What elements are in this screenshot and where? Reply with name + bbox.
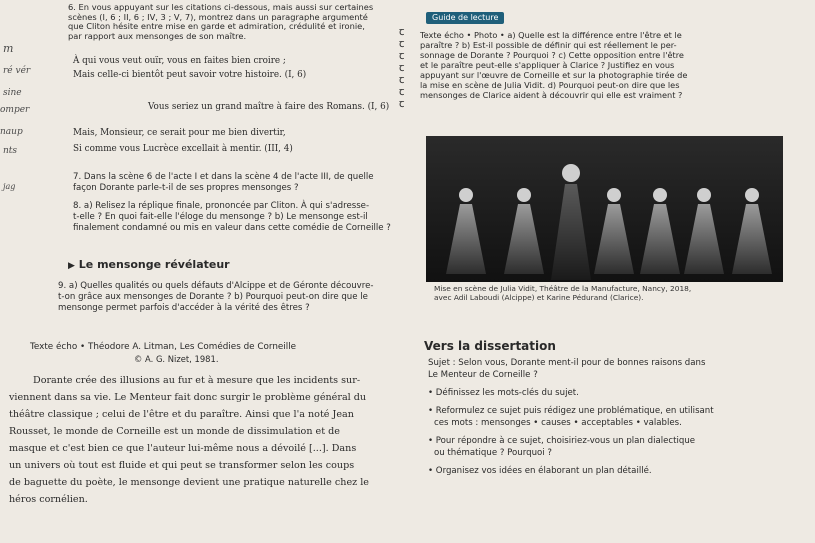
dissertation-subject: Sujet : Selon vous, Dorante ment-il pour de bonnes raisons dans: [428, 358, 706, 368]
dissertation-subject: Le Menteur de Corneille ?: [428, 370, 538, 380]
question-text: 9. a) Quelles qualités ou quels défauts d'Alcippe et de Géronte découvre-: [58, 281, 374, 291]
question-text: 6. En vous appuyant sur les citations ci-dessous, mais aussi sur certaines: [68, 2, 374, 12]
question-9: [58, 281, 374, 314]
margin-note: sine: [3, 88, 22, 98]
caption-line: Mise en scène de Julia Vidit, Théâtre de la Manufacture, Nancy, 2018,: [434, 284, 692, 293]
echo-line: un univers où tout est fluide et qui peut se transformer selon les coups: [9, 460, 355, 471]
guide-text: la mise en scène de Julia Vidit. d) Pourquoi peut-on dire que les: [420, 80, 680, 90]
stage-photo: [426, 136, 783, 282]
photo-caption: [434, 284, 691, 302]
costume-figure: [446, 188, 486, 274]
question-text: par rapport aux mensonges de son maître.: [68, 30, 247, 41]
ring-binding-icon: ꞇ: [399, 37, 405, 50]
costume-figure: [732, 188, 772, 274]
question-text: scènes (I, 6 ; II, 6 ; IV, 3 ; V, 7), montrez dans un paragraphe argumenté: [68, 11, 368, 22]
dissertation-bullet: • Pour répondre à ce sujet, choisiriez-vous un plan dialectique: [428, 436, 696, 446]
quote-line: Mais, Monsieur, ce serait pour me bien divertir,: [73, 128, 286, 138]
question-6: [68, 3, 373, 41]
question-text: 8. a) Relisez la réplique finale, prononcée par Cliton. À qui s'adresse-: [73, 201, 370, 211]
section-heading: [68, 258, 230, 271]
margin-note: ré vér: [3, 66, 31, 76]
ring-binding-icon: ꞇ: [399, 61, 405, 74]
question-text: que Cliton hésite entre mise en garde et admiration, crédulité et ironie,: [68, 21, 365, 31]
quote-line: Si comme vous Lucrèce excellait à mentir. (III, 4): [73, 144, 293, 154]
echo-line: de baguette du poète, le mensonge devient une pratique naturelle chez le: [9, 477, 369, 488]
echo-line: viennent dans sa vie. Le Menteur fait donc surgir le problème général du: [9, 392, 367, 403]
ring-binding-icon: ꞇ: [399, 85, 405, 98]
ring-binding-icon: ꞇ: [399, 73, 405, 86]
question-7: [73, 172, 374, 194]
question-text: 7. Dans la scène 6 de l'acte I et dans la scène 4 de l'acte III, de quelle: [73, 172, 374, 182]
costume-figure: [551, 164, 591, 274]
ring-binding-icon: ꞇ: [399, 25, 405, 38]
echo-line: héros cornélien.: [9, 494, 88, 505]
question-8: [73, 201, 391, 234]
guide-badge: Guide de lecture: [426, 12, 504, 24]
echo-line: théâtre classique ; celui de l'être et du paraître. Ainsi que l'a noté Jean: [9, 409, 354, 420]
echo-line: Rousset, le monde de Corneille est un monde de dissimulation et de: [9, 426, 340, 437]
dissertation-bullet: • Définissez les mots-clés du sujet.: [428, 388, 579, 398]
question-text: façon Dorante parle-t-il de ses propres mensonges ?: [73, 183, 299, 193]
quote-line: À qui vous veut ouïr, vous en faites bien croire ;: [73, 56, 286, 66]
dissertation-bullet: ces mots : mensonges • causes • acceptables • valables.: [434, 418, 682, 428]
question-text: mensonge permet parfois d'accéder à la vérité des êtres ?: [58, 303, 310, 313]
section-heading-label: Le mensonge révélateur: [78, 258, 230, 271]
echo-line: Dorante crée des illusions au fur et à mesure que les incidents sur-: [33, 375, 361, 386]
costume-figure: [594, 188, 634, 274]
ring-binding-icon: ꞇ: [399, 97, 405, 110]
ring-binding-icon: ꞇ: [399, 49, 405, 62]
dissertation-title: Vers la dissertation: [424, 339, 556, 353]
costume-figure: [504, 188, 544, 274]
guide-text: et le paraître peut-elle s'appliquer à Clarice ? Justifiez en vous: [420, 60, 675, 70]
echo-line: masque et c'est bien ce que l'auteur lui-même nous a dévoilé [...]. Dans: [9, 443, 357, 454]
costume-figure: [684, 188, 724, 274]
triangle-icon: ▶: [68, 261, 75, 271]
quote-line: Vous seriez un grand maître à faire des Romans. (I, 6): [148, 102, 390, 112]
guide-text: mensonges de Clarice aident à découvrir qui elle est vraiment ?: [420, 90, 683, 100]
dissertation-bullet: ou thématique ? Pourquoi ?: [434, 448, 552, 458]
guide-text: Texte écho • Photo • a) Quelle est la différence entre l'être et le: [420, 30, 682, 40]
dissertation-bullet: • Reformulez ce sujet puis rédigez une problématique, en utilisant: [428, 406, 714, 416]
echo-copyright: © A. G. Nizet, 1981.: [134, 354, 219, 364]
margin-note: jag: [3, 182, 16, 191]
costume-figure: [640, 188, 680, 274]
echo-title: Texte écho • Théodore A. Litman, Les Comédies de Corneille: [30, 342, 297, 352]
margin-note: omper: [0, 105, 30, 115]
quote-line: Mais celle-ci bientôt peut savoir votre histoire. (I, 6): [73, 70, 307, 80]
question-text: finalement condamné ou mis en valeur dans cette comédie de Corneille ?: [73, 223, 391, 233]
guide-text: paraître ? b) Est-il possible de définir qui est réellement le per-: [420, 40, 677, 50]
margin-note: nts: [3, 146, 18, 156]
question-text: t-on grâce aux mensonges de Dorante ? b) Pourquoi peut-on dire que le: [58, 292, 368, 302]
margin-note: naup: [0, 127, 23, 137]
question-text: t-elle ? En quoi fait-elle l'éloge du mensonge ? b) Le mensonge est-il: [73, 212, 368, 222]
dissertation-bullet: • Organisez vos idées en élaborant un plan détaillé.: [428, 466, 652, 476]
margin-note: m: [3, 42, 14, 55]
guide-text: appuyant sur l'œuvre de Corneille et sur la photographie tirée de: [420, 70, 688, 80]
caption-line: avec Adil Laboudi (Alcippe) et Karine Pédurand (Clarice).: [434, 293, 644, 302]
guide-text: sonnage de Dorante ? Pourquoi ? c) Cette opposition entre l'être: [420, 50, 684, 60]
